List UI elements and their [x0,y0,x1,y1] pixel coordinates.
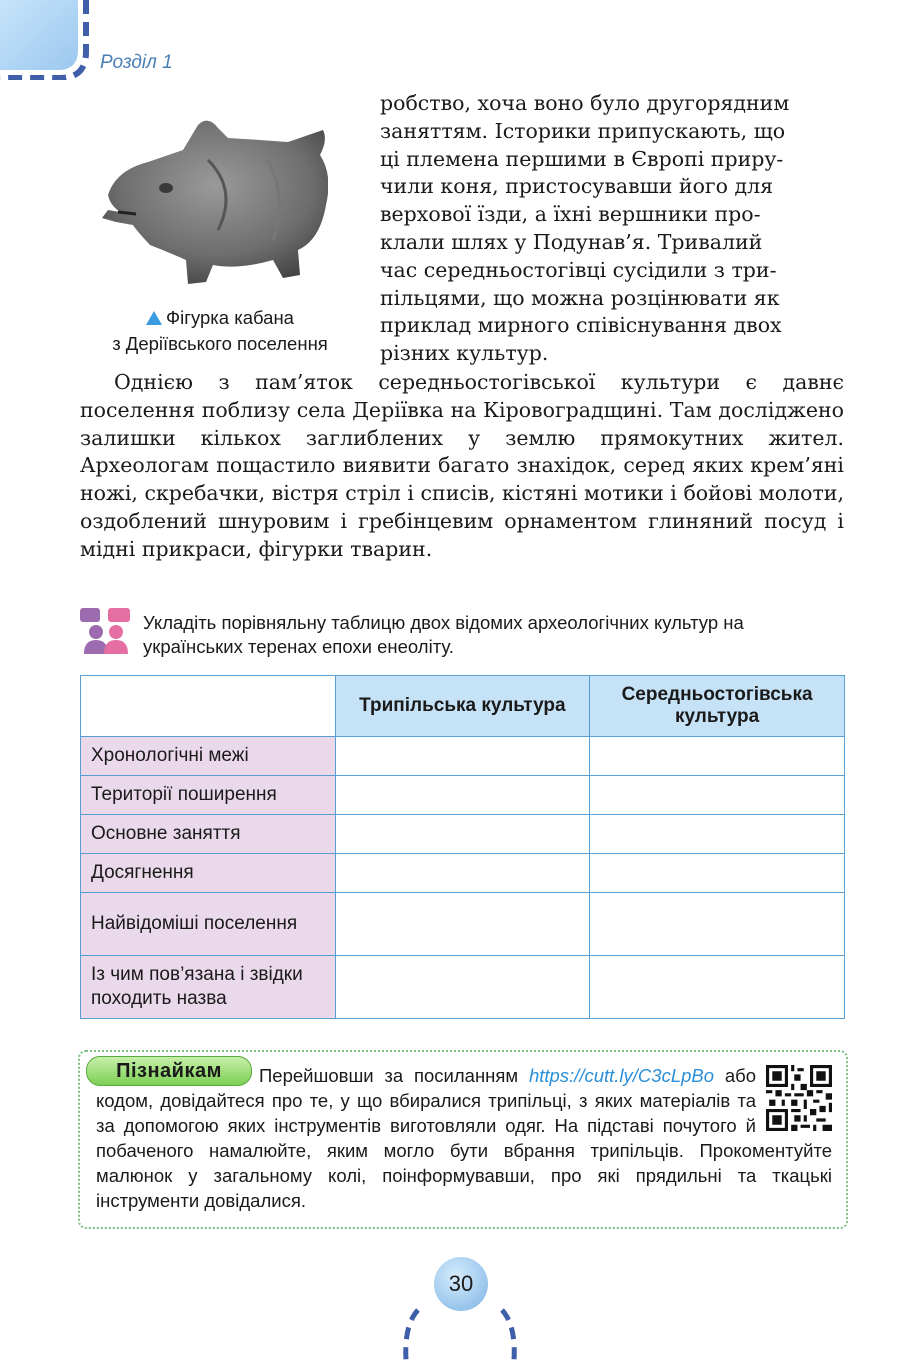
text-line: чили коня, пристосувавши його для [380,174,774,199]
task-text: Укладіть порівняльну таблицю двох відомих археологічних культур на українських теренах епохи енеоліту. [143,612,744,657]
figure-caption [80,305,360,357]
table-header-cell: Середньостогівська культура [590,676,845,737]
table-row-label: Основне заняття [81,815,336,854]
table-cell[interactable] [590,854,845,893]
group-work-icon [80,606,130,654]
table-header-cell [81,676,336,737]
table-cell[interactable] [335,737,590,776]
resource-link[interactable]: https://cutt.ly/C3cLpBo [528,1065,715,1086]
table-cell[interactable] [590,956,845,1019]
table-row-label: Території поширення [81,776,336,815]
table-cell[interactable] [335,956,590,1019]
table-row-label: Із чим пов’язана і звідки походить назва [81,956,336,1019]
right-text [380,90,844,368]
caption-line2: з Деріївського поселення [112,333,328,354]
table-cell[interactable] [590,776,845,815]
triangle-marker-icon [146,311,162,325]
text-line: пільцями, що можна розцінювати як [380,285,780,310]
table-row [81,737,845,776]
section-label: Розділ 1 [100,52,173,73]
table-cell[interactable] [335,893,590,956]
qr-code-icon[interactable] [766,1065,832,1131]
boar-figurine-image [88,100,328,300]
table-cell[interactable] [590,815,845,854]
text-line: різних культур. [380,341,549,366]
table-cell[interactable] [335,854,590,893]
table-row [81,854,845,893]
text-line: приклад мирного співіснування двох [380,313,782,338]
table-cell[interactable] [590,893,845,956]
table-cell[interactable] [335,776,590,815]
knowledge-text [96,1063,832,1213]
table-cell[interactable] [335,815,590,854]
table-header-cell: Трипільська культура [335,676,590,737]
text-line: клали шлях у Подунав’я. Тривалий [380,229,763,254]
table-row [81,893,845,956]
main-paragraph: Однією з пам’яток середньостогівської культури є давнє поселення поблизу села Деріївка на Кіровоградщині. Там досліджено залишки кількох заглиблених у землю прямокутних жител. Археологам пощастило виявити багато знахідок, серед яких крем’яні ножі, скребачки, вістря стріл і списів, кістяні мотики і бойові молоти, оздоблений шнуровим і гребінцевим орнаментом глиняний посуд і мідні прикраси, фігурки тварин. [80,370,844,561]
page-number: 30 [448,1271,474,1296]
text-line: робство, хоча воно було другорядним [380,91,790,115]
table-cell[interactable] [590,737,845,776]
text-line: заняттям. Історики припускають, що [380,118,786,143]
text-line: ці племена першими в Європі приру- [380,146,784,171]
table-row [81,956,845,1019]
text-line: верхової їзди, а їхні вершники про- [380,202,761,227]
table-row-label: Найвідоміші поселення [81,893,336,956]
table-row [81,815,845,854]
corner-decoration [0,0,100,80]
table-row-label: Хронологічні межі [81,737,336,776]
text-line: час середньостогівці сусідили з три- [380,257,777,282]
table-row [81,776,845,815]
caption-line1: Фігурка кабана [166,307,294,328]
know-text-before-link: Перейшовши за посиланням [259,1065,529,1086]
table-row-label: Досягнення [81,854,336,893]
know-text-after-link: або кодом, довідайтеся про те, у що вбиралися трипільці, з яких матеріалів та за допомогою яких інструментів виготовляли одяг. На підставі почутого й побаченого намалюйте, яким могло бути вбрання трипільців. Прокоментуйте малюнок у загальному колі, поінформувавши, про які прядильні та ткацькі інструменти довідалися. [96,1065,832,1211]
badge-label: Пізнайкам [116,1060,222,1082]
table-header-row [81,676,845,737]
comparison-table [80,675,845,1019]
